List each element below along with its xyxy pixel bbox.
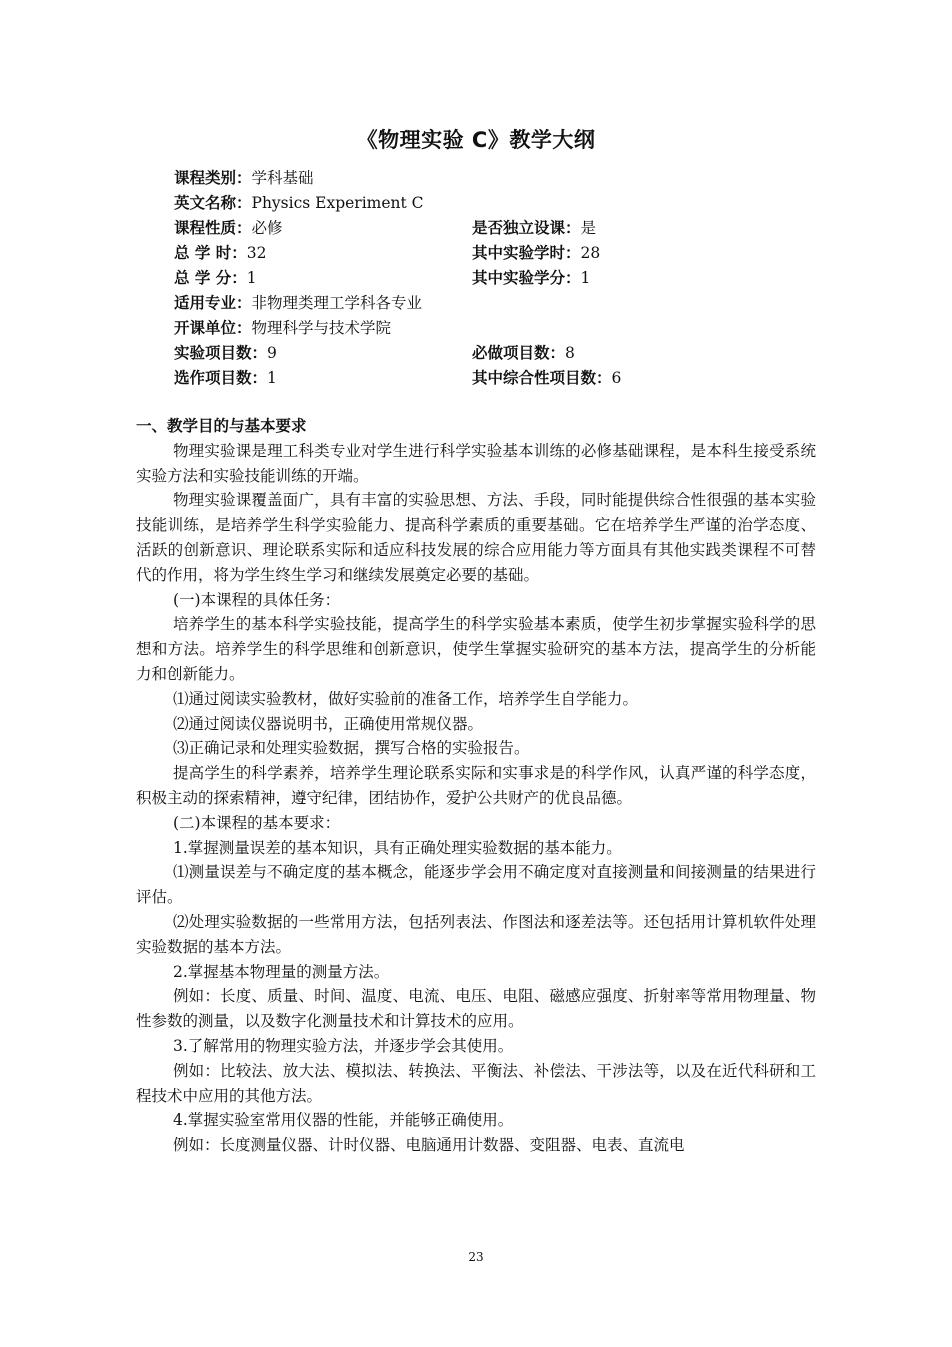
category-value: 学科基础 (251, 169, 314, 187)
unit-value: 物理科学与技术学院 (251, 319, 392, 337)
document-title: 《物理实验 C》教学大纲 (356, 128, 596, 152)
lab-hours-field (472, 241, 600, 266)
subsection-heading: (二)本课程的基本要求： (173, 813, 341, 832)
info-row-unit (174, 316, 834, 341)
category-label: 课程类别： (174, 169, 252, 187)
list-item: ⑴测量误差与不确定度的基本概念，能逐步学会用不确定度对直接测量和间接测量的结果进行评估。 (136, 863, 816, 907)
lab-credits-value: 1 (580, 269, 591, 287)
lab-hours-label: 其中实验学时： (472, 244, 581, 262)
paragraph: 例如：长度测量仪器、计时仪器、电脑通用计数器、变阻器、电表、直流电 (173, 1136, 685, 1155)
info-row-major (174, 291, 834, 316)
info-row-hours (174, 241, 834, 266)
total-credits-label: 总 学 分： (174, 269, 247, 287)
paragraph: 培养学生的基本科学实验技能，提高学生的科学实验基本素质，使学生初步掌握实验科学的思想和方法。培养学生的科学思维和创新意识，使学生掌握实验研究的基本方法，提高学生的分析能力和创新能力。 (136, 615, 816, 683)
paragraph: 提高学生的科学素养，培养学生理论联系实际和实事求是的科学作风，认真严谨的科学态度，积极主动的探索精神，遵守纪律，团结协作，爱护公共财产的优良品德。 (136, 764, 816, 807)
paragraph: 例如：比较法、放大法、模拟法、转换法、平衡法、补偿法、干涉法等，以及在近代科研和工程技术中应用的其他方法。 (136, 1061, 816, 1105)
total-hours-value: 32 (246, 244, 267, 262)
required-value: 8 (565, 344, 575, 362)
paragraph: 例如：长度、质量、时间、温度、电流、电压、电阻、磁感应强度、折射率等常用物理量、物性参数的测量，以及数字化测量技术和计算技术的应用。 (136, 987, 816, 1031)
info-row-credits (174, 266, 834, 291)
list-item: ⑵通过阅读仪器说明书，正确使用常规仪器。 (173, 714, 484, 733)
info-row-nature (174, 216, 834, 241)
section-heading: 一、教学目的与基本要求 (136, 417, 307, 435)
section-teaching-goals (136, 414, 816, 1158)
independent-value: 是 (580, 219, 597, 237)
list-item: ⑶正确记录和处理实验数据，撰写合格的实验报告。 (173, 739, 530, 758)
list-item: ⑵处理实验数据的一些常用方法，包括列表法、作图法和逐差法等。还包括用计算机软件处理实验数据的基本方法。 (136, 912, 816, 956)
projects-value: 9 (267, 344, 277, 362)
list-item: ⑴通过阅读实验教材，做好实验前的准备工作，培养学生自学能力。 (173, 689, 639, 708)
elective-value: 1 (267, 369, 277, 387)
lab-credits-field (472, 266, 590, 291)
major-value: 非物理类理工学科各专业 (251, 294, 423, 312)
lab-credits-label: 其中实验学分： (472, 269, 581, 287)
independent-course-field (472, 216, 596, 241)
paragraph: 物理实验课覆盖面广，具有丰富的实验思想、方法、手段，同时能提供综合性很强的基本实验技能训练，是培养学生科学实验能力、提高科学素质的重要基础。它在培养学生严谨的治学态度、活跃的创新意识、理论联系实际和适应科技发展的综合应用能力等方面具有其他实践类课程不可替代的作用，将为学生终生学习和继续发展奠定必要的基础。 (136, 491, 816, 584)
lab-hours-value: 28 (580, 244, 601, 262)
required-label: 必做项目数： (472, 344, 566, 362)
total-hours-label: 总 学 时： (174, 244, 247, 262)
page-number: 23 (468, 1250, 484, 1264)
independent-label: 是否独立设课： (472, 219, 581, 237)
english-name-value: Physics Experiment C (251, 194, 424, 212)
major-label: 适用专业： (174, 294, 252, 312)
unit-label: 开课单位： (174, 319, 252, 337)
required-projects-field (472, 341, 575, 366)
projects-label: 实验项目数： (174, 344, 268, 362)
total-credits-value: 1 (246, 269, 257, 287)
info-row-elective (174, 366, 834, 391)
info-row-projects (174, 341, 834, 366)
requirement-item: 4.掌握实验室常用仪器的性能，并能够正确使用。 (173, 1111, 514, 1130)
course-info-block (174, 166, 834, 391)
elective-label: 选作项目数： (174, 369, 268, 387)
requirement-item: 2.掌握基本物理量的测量方法。 (173, 962, 390, 981)
english-name-label: 英文名称： (174, 194, 252, 212)
comprehensive-label: 其中综合性项目数： (472, 369, 612, 387)
comprehensive-projects-field (472, 366, 621, 391)
info-row-category (174, 166, 834, 191)
requirement-item: 1.掌握测量误差的基本知识，具有正确处理实验数据的基本能力。 (173, 838, 622, 857)
nature-value: 必修 (251, 219, 283, 237)
nature-label: 课程性质： (174, 219, 252, 237)
paragraph: 物理实验课是理工科类专业对学生进行科学实验基本训练的必修基础课程，是本科生接受系统实验方法和实验技能训练的开端。 (136, 441, 816, 485)
comprehensive-value: 6 (611, 369, 622, 387)
requirement-item: 3.了解常用的物理实验方法，并逐步学会其使用。 (173, 1036, 514, 1055)
info-row-english (174, 191, 834, 216)
subsection-heading: (一)本课程的具体任务： (173, 590, 341, 609)
